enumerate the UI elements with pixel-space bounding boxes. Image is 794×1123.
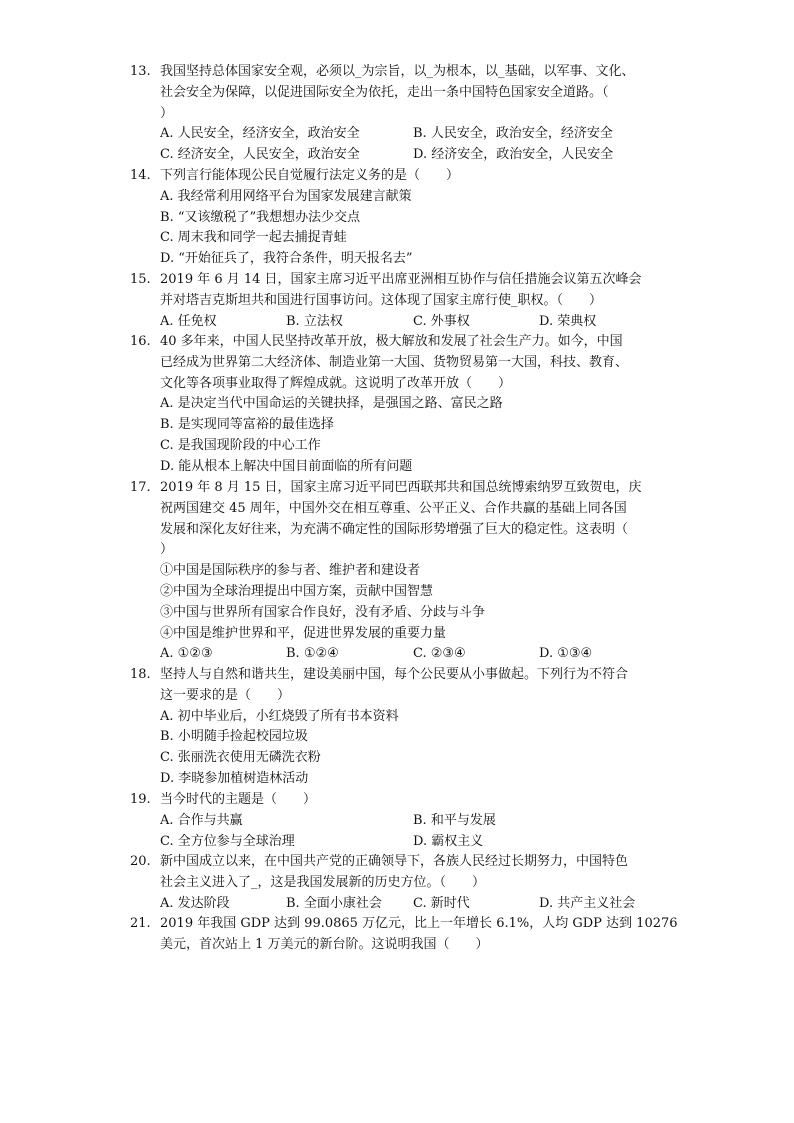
option-b[interactable]: B. 是实现同等富裕的最佳选择 [160, 417, 334, 433]
question-20 [130, 852, 670, 914]
question-stem-text: 下列言行能体现公民自觉履行法定义务的是（ ） [160, 168, 460, 183]
option-b[interactable]: B. ①②④ [286, 646, 339, 662]
options-row [130, 124, 670, 145]
option-b[interactable]: B. 立法权 [286, 313, 343, 329]
question-stem-text: 这一要求的是（ ） [160, 687, 291, 703]
option-b[interactable]: B. 人民安全，政治安全，经济安全 [413, 126, 613, 142]
question-stem-text: 并对塔吉克斯坦共和国进行国事访问。这体现了国家主席行使_职权。（ ） [160, 292, 603, 308]
option-c[interactable]: C. 全方位参与全球治理 [160, 833, 295, 849]
question-stem-text: ） [160, 105, 174, 121]
option-c[interactable]: C. 张丽洗衣使用无磷洗衣粉 [160, 750, 321, 766]
question-13 [130, 62, 670, 166]
option-c[interactable]: C. 外事权 [413, 313, 470, 329]
option-d[interactable]: D. 能从根本上解决中国目前面临的所有问题 [160, 458, 413, 474]
option-d[interactable]: D. 共产主义社会 [539, 895, 636, 911]
option-d[interactable]: D. 霸权主义 [413, 833, 484, 849]
options-row [130, 145, 670, 166]
question-21 [130, 914, 678, 956]
statement-2: ②中国为全球治理提出中国方案，贡献中国智慧 [160, 583, 434, 599]
option-b[interactable]: B. “又该缴税了”我想想办法少交点 [160, 209, 361, 225]
question-stem-text: 文化等各项事业取得了辉煌成就。这说明了改革开放（ ） [160, 375, 512, 391]
option-a[interactable]: A. 任免权 [160, 313, 217, 329]
question-number: 14. [130, 168, 151, 183]
question-stem-text: 美元，首次站上 1 万美元的新台阶。这说明我国（ ） [160, 936, 489, 952]
question-stem-text: 社会主义进入了_，这是我国发展新的历史方位。（ ） [160, 874, 486, 890]
option-a[interactable]: A. 我经常利用网络平台为国家发展建言献策 [160, 188, 412, 204]
options-row [130, 644, 670, 665]
question-14 [130, 166, 670, 270]
question-18 [130, 665, 670, 790]
option-b[interactable]: B. 和平与发展 [413, 812, 496, 828]
question-number: 18. [130, 667, 151, 682]
statement-1: ①中国是国际秩序的参与者、维护者和建设者 [160, 563, 421, 579]
option-a[interactable]: A. 发达阶段 [160, 895, 230, 911]
option-a[interactable]: A. 合作与共赢 [160, 812, 243, 828]
question-number: 17. [130, 480, 151, 495]
option-d[interactable]: D. 经济安全，政治安全，人民安全 [413, 147, 614, 163]
question-number: 20. [130, 854, 151, 869]
statement-3: ③中国与世界所有国家合作良好，没有矛盾、分歧与斗争 [160, 604, 486, 620]
option-b[interactable]: B. 小明随手捡起校园垃圾 [160, 729, 308, 745]
question-stem-text: ） [160, 542, 174, 558]
options-row [130, 832, 670, 853]
question-15 [130, 270, 670, 332]
option-d[interactable]: D. ①③④ [539, 646, 593, 662]
question-number: 13. [130, 64, 151, 79]
option-c[interactable]: C. 新时代 [413, 895, 470, 911]
option-b[interactable]: B. 全面小康社会 [286, 895, 382, 911]
question-19 [130, 790, 670, 852]
question-stem-text: 已经成为世界第二大经济体、制造业第一大国、货物贸易第一大国，科技、教育、 [160, 354, 629, 370]
question-stem-text: 新中国成立以来，在中国共产党的正确领导下，各族人民经过长期努力，中国特色 [160, 854, 629, 869]
question-stem-text: 2019 年 8 月 15 日，国家主席习近平同巴西联邦共和国总统博索纳罗互致贺电，庆 [160, 480, 642, 495]
question-stem-text: 坚持人与自然和谐共生，建设美丽中国，每个公民要从小事做起。下列行为不符合 [160, 667, 629, 682]
option-d[interactable]: D. 李晓参加植树造林活动 [160, 770, 309, 786]
question-16 [130, 332, 670, 478]
option-c[interactable]: C. 经济安全，人民安全，政治安全 [160, 147, 360, 163]
options-row [130, 894, 670, 915]
question-number: 19. [130, 792, 151, 807]
question-stem-text: 2019 年 6 月 14 日，国家主席习近平出席亚洲相互协作与信任措施会议第五次峰会 [160, 272, 642, 287]
question-number: 15. [130, 272, 151, 287]
option-a[interactable]: A. 是决定当代中国命运的关键抉择，是强国之路、富民之路 [160, 396, 503, 412]
options-row [130, 312, 670, 333]
option-a[interactable]: A. ①②③ [160, 646, 213, 662]
question-17 [130, 478, 670, 665]
statement-4: ④中国是维护世界和平，促进世界发展的重要力量 [160, 625, 447, 641]
question-stem-text: 发展和深化友好往来，为充满不确定性的国际形势增强了巨大的稳定性。这表明（ [160, 521, 629, 537]
option-d[interactable]: D. 荣典权 [539, 313, 597, 329]
option-d[interactable]: D. “开始征兵了，我符合条件，明天报名去” [160, 251, 413, 267]
option-a[interactable]: A. 初中毕业后，小红烧毁了所有书本资料 [160, 708, 399, 724]
options-row [130, 811, 670, 832]
question-stem-text: 社会安全为保障，以促进国际安全为依托，走出一条中国特色国家安全道路。（ [160, 84, 609, 100]
option-c[interactable]: C. 周末我和同学一起去捕捉青蛙 [160, 230, 347, 246]
question-stem-text: 40 多年来，中国人民坚持改革开放，极大解放和发展了社会生产力。如今，中国 [160, 334, 623, 349]
question-number: 21. [130, 916, 151, 931]
option-c[interactable]: C. 是我国现阶段的中心工作 [160, 437, 321, 453]
question-stem-text: 我国坚持总体国家安全观，必须以_为宗旨，以_为根本，以_基础，以军事、文化、 [160, 64, 635, 79]
option-c[interactable]: C. ②③④ [413, 646, 466, 662]
question-number: 16. [130, 334, 151, 349]
question-stem-text: 2019 年我国 GDP 达到 99.0865 万亿元，比上一年增长 6.1%，人均 GDP 达到 10276 [160, 916, 678, 931]
question-stem-line [130, 62, 670, 83]
option-a[interactable]: A. 人民安全，经济安全，政治安全 [160, 126, 360, 142]
question-stem-text: 当今时代的主题是（ ） [160, 792, 317, 807]
question-stem-text: 祝两国建交 45 周年，中国外交在相互尊重、公平正义、合作共赢的基础上同各国 [160, 500, 627, 516]
